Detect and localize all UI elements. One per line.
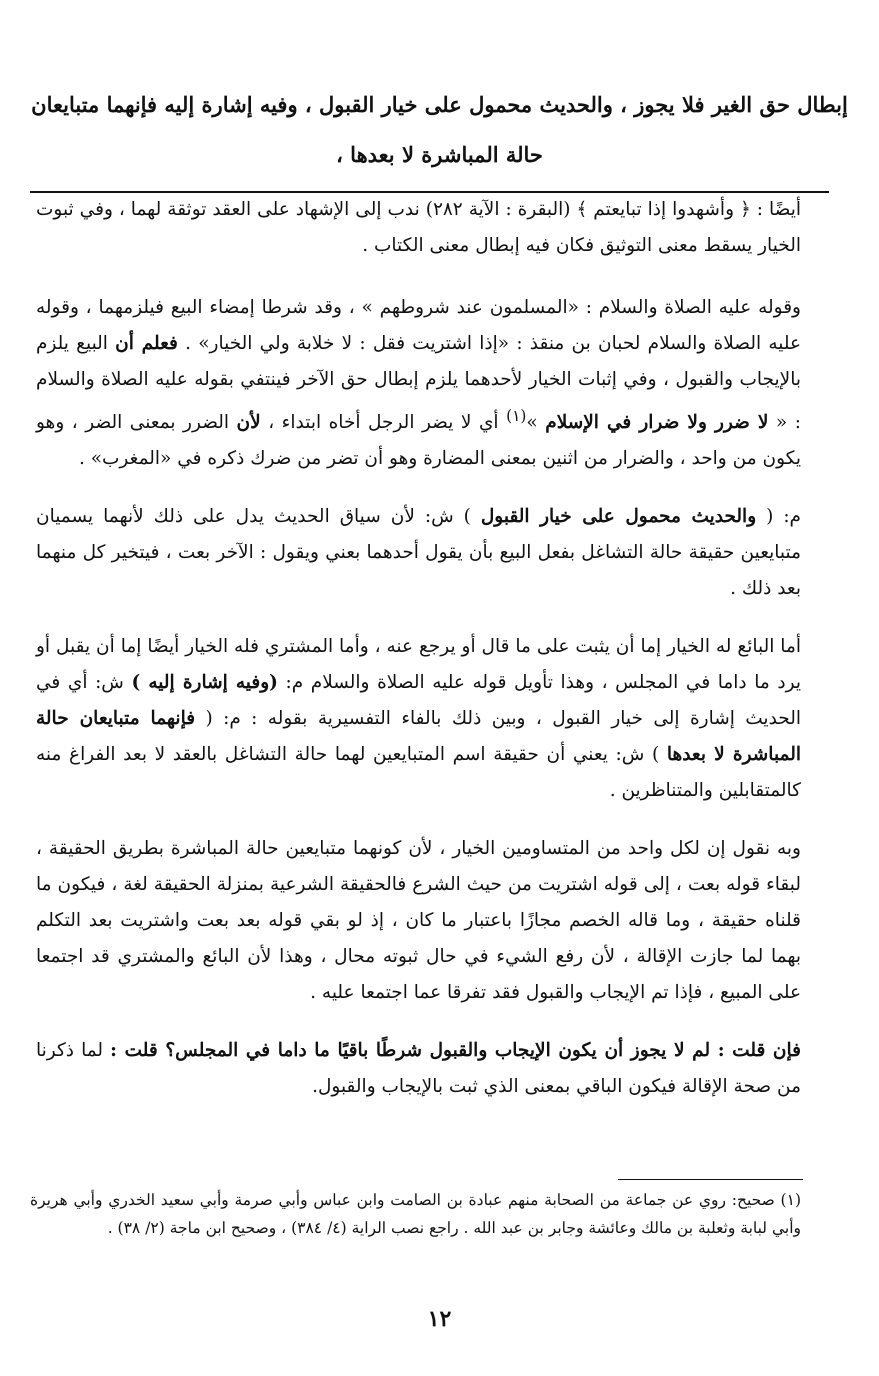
p2-text-c: البيع يلزم بالإيجاب والقبول ، وفي إثبات الخيار لأحدهما يلزم إبطال حق الآخر فينتفي بقوله عليه الصلاة والسلام : « [36, 333, 801, 434]
p2-text-e: أي لا يضر الرجل أخاه ابتداء ، [260, 412, 507, 434]
footnote-text: روي عن جماعة من الصحابة منهم عبادة بن الصامت وابن عباس وأبي صرمة وأبي سعيد الخدري وأبي هريرة وأبي لبابة وثعلبة بن مالك وعائشة وجابر بن عبد الله . راجع نصب الراية (٤/ ٣٨٤) ، وصحيح ابن ماجة (٢/ ٣٨) . [30, 1191, 801, 1237]
paragraph-3 [36, 499, 801, 607]
p4-text-d: ) ش: يعني أن حقيقة اسم المتبايعين لهما حالة التشاغل بالعقد لا بعد الفراغ منه كالمتقابلين والمتناظرين . [36, 744, 801, 802]
p2-bold-3: لأن [236, 412, 261, 434]
p2-text-d: » [526, 412, 546, 434]
p2-text-a: وقوله عليه الصلاة والسلام : «المسلمون عند شروطهم » ، وقد شرطا إمضاء البيع فيلزمهما ، وقوله عليه الصلاة والسلام لحبان بن منقذ : «إذا اشتريت فقل : لا خلابة ولي الخيار» . [36, 297, 801, 354]
p4-text-a: أما البائع له الخيار إما أن يثبت على ما قال أو يرجع عنه ، وأما المشتري فله الخيار أيضًا إما أن يقبل أو يرد ما داما في المجلس ، وهذا تأويل قوله عليه الصلاة والسلام م: [36, 636, 801, 694]
main-text [36, 192, 801, 1127]
p2-hadith-quote: لا ضرر ولا ضرار في الإسلام [545, 412, 769, 434]
paragraph-1 [36, 192, 801, 264]
p6-bold-1: فإن قلت : لم لا يجوز أن يكون الإيجاب والقبول شرطًا باقيًا ما داما في المجلس؟ قلت : [110, 1040, 801, 1062]
p4-bold-1: (وفيه إشارة إليه ) [131, 672, 278, 694]
p6-text-a: لما ذكرنا من صحة الإقالة فيكون الباقي بمعنى الذي ثبت بالإيجاب والقبول. [36, 1040, 801, 1098]
paragraph-2 [36, 290, 801, 477]
paragraph-5 [36, 831, 801, 1011]
header-line-2: حالة المباشرة لا بعدها ، [336, 142, 543, 167]
footnote [30, 1186, 801, 1242]
p3-text-c: ) ش: لأن سياق الحديث يدل على ذلك لأنهما يسميان متبايعين حقيقة حالة التشاغل بفعل البيع بأن يقول أحدهما بعني ويقول : الآخر بعت ، فيتخير كل منهما بعد ذلك . [36, 506, 801, 600]
header-line-1: إبطال حق الغير فلا يجوز ، والحديث محمول على خيار القبول ، وفيه إشارة إليه فإنهما متبايعان [31, 92, 848, 117]
page-number: ١٢ [427, 1306, 452, 1332]
footnote-reference: (١) [506, 407, 527, 425]
paragraph-1-text: أيضًا : ﴿ وأشهدوا إذا تبايعتم ﴾ (البقرة : الآية ٢٨٢) ندب إلى الإشهاد على العقد توثقة لهما ، وفي ثبوت الخيار يسقط معنى التوثيق فكان فيه إبطال معنى الكتاب . [36, 199, 801, 256]
p5-text-a: وبه نقول إن لكل واحد من المتساومين الخيار ، لأن كونهما متبايعين حالة المباشرة بطريق الحقيقة ، لبقاء قوله بعت ، إلى قوله اشتريت من حيث الشرع فالحقيقة الشرعية بمنزلة الحقيقة لغة ، فيكون ما قلناه حقيقة ، وما قاله الخصم مجازًا باعتبار ما كان ، [36, 838, 801, 932]
p2-text-f: الضرر بمعنى الضر ، وهو يكون من واحد ، والضرار من اثنين بمعنى المضارة وهو أن تضر من ضرك ذكره في «المغرب» . [36, 412, 801, 470]
footnote-divider [618, 1179, 803, 1180]
p4-text-c: ش: أي في الحديث إشارة إلى خيار القبول ، وبين ذلك بالفاء التفسيرية بقوله : م: ( [36, 672, 801, 730]
p3-text-a: م: ( [756, 506, 802, 528]
paragraph-6 [36, 1033, 801, 1105]
p2-bold-1: فعلم أن [115, 333, 178, 354]
paragraph-4 [36, 629, 801, 809]
footnote-marker: (١) [780, 1191, 801, 1209]
page-header [30, 80, 849, 180]
p3-bold-1: والحديث محمول على خيار القبول [480, 506, 757, 528]
p5-text-b: إذ لو بقي قوله بعد بعت واشتريت بعد التكلم بهما لما جازت الإقالة ، لأن رفع الشيء في حال ثبوته محال ، وهذا لأن البائع والمشتري قد اجتمعا على المبيع ، فإذا تم الإيجاب والقبول فقد تفرقا عما اجتمعا عليه . [36, 910, 801, 1004]
p4-bold-2: فإنهما متبايعان حالة المباشرة لا بعدها [36, 708, 802, 766]
footnote-label: صحيح: [731, 1191, 775, 1209]
